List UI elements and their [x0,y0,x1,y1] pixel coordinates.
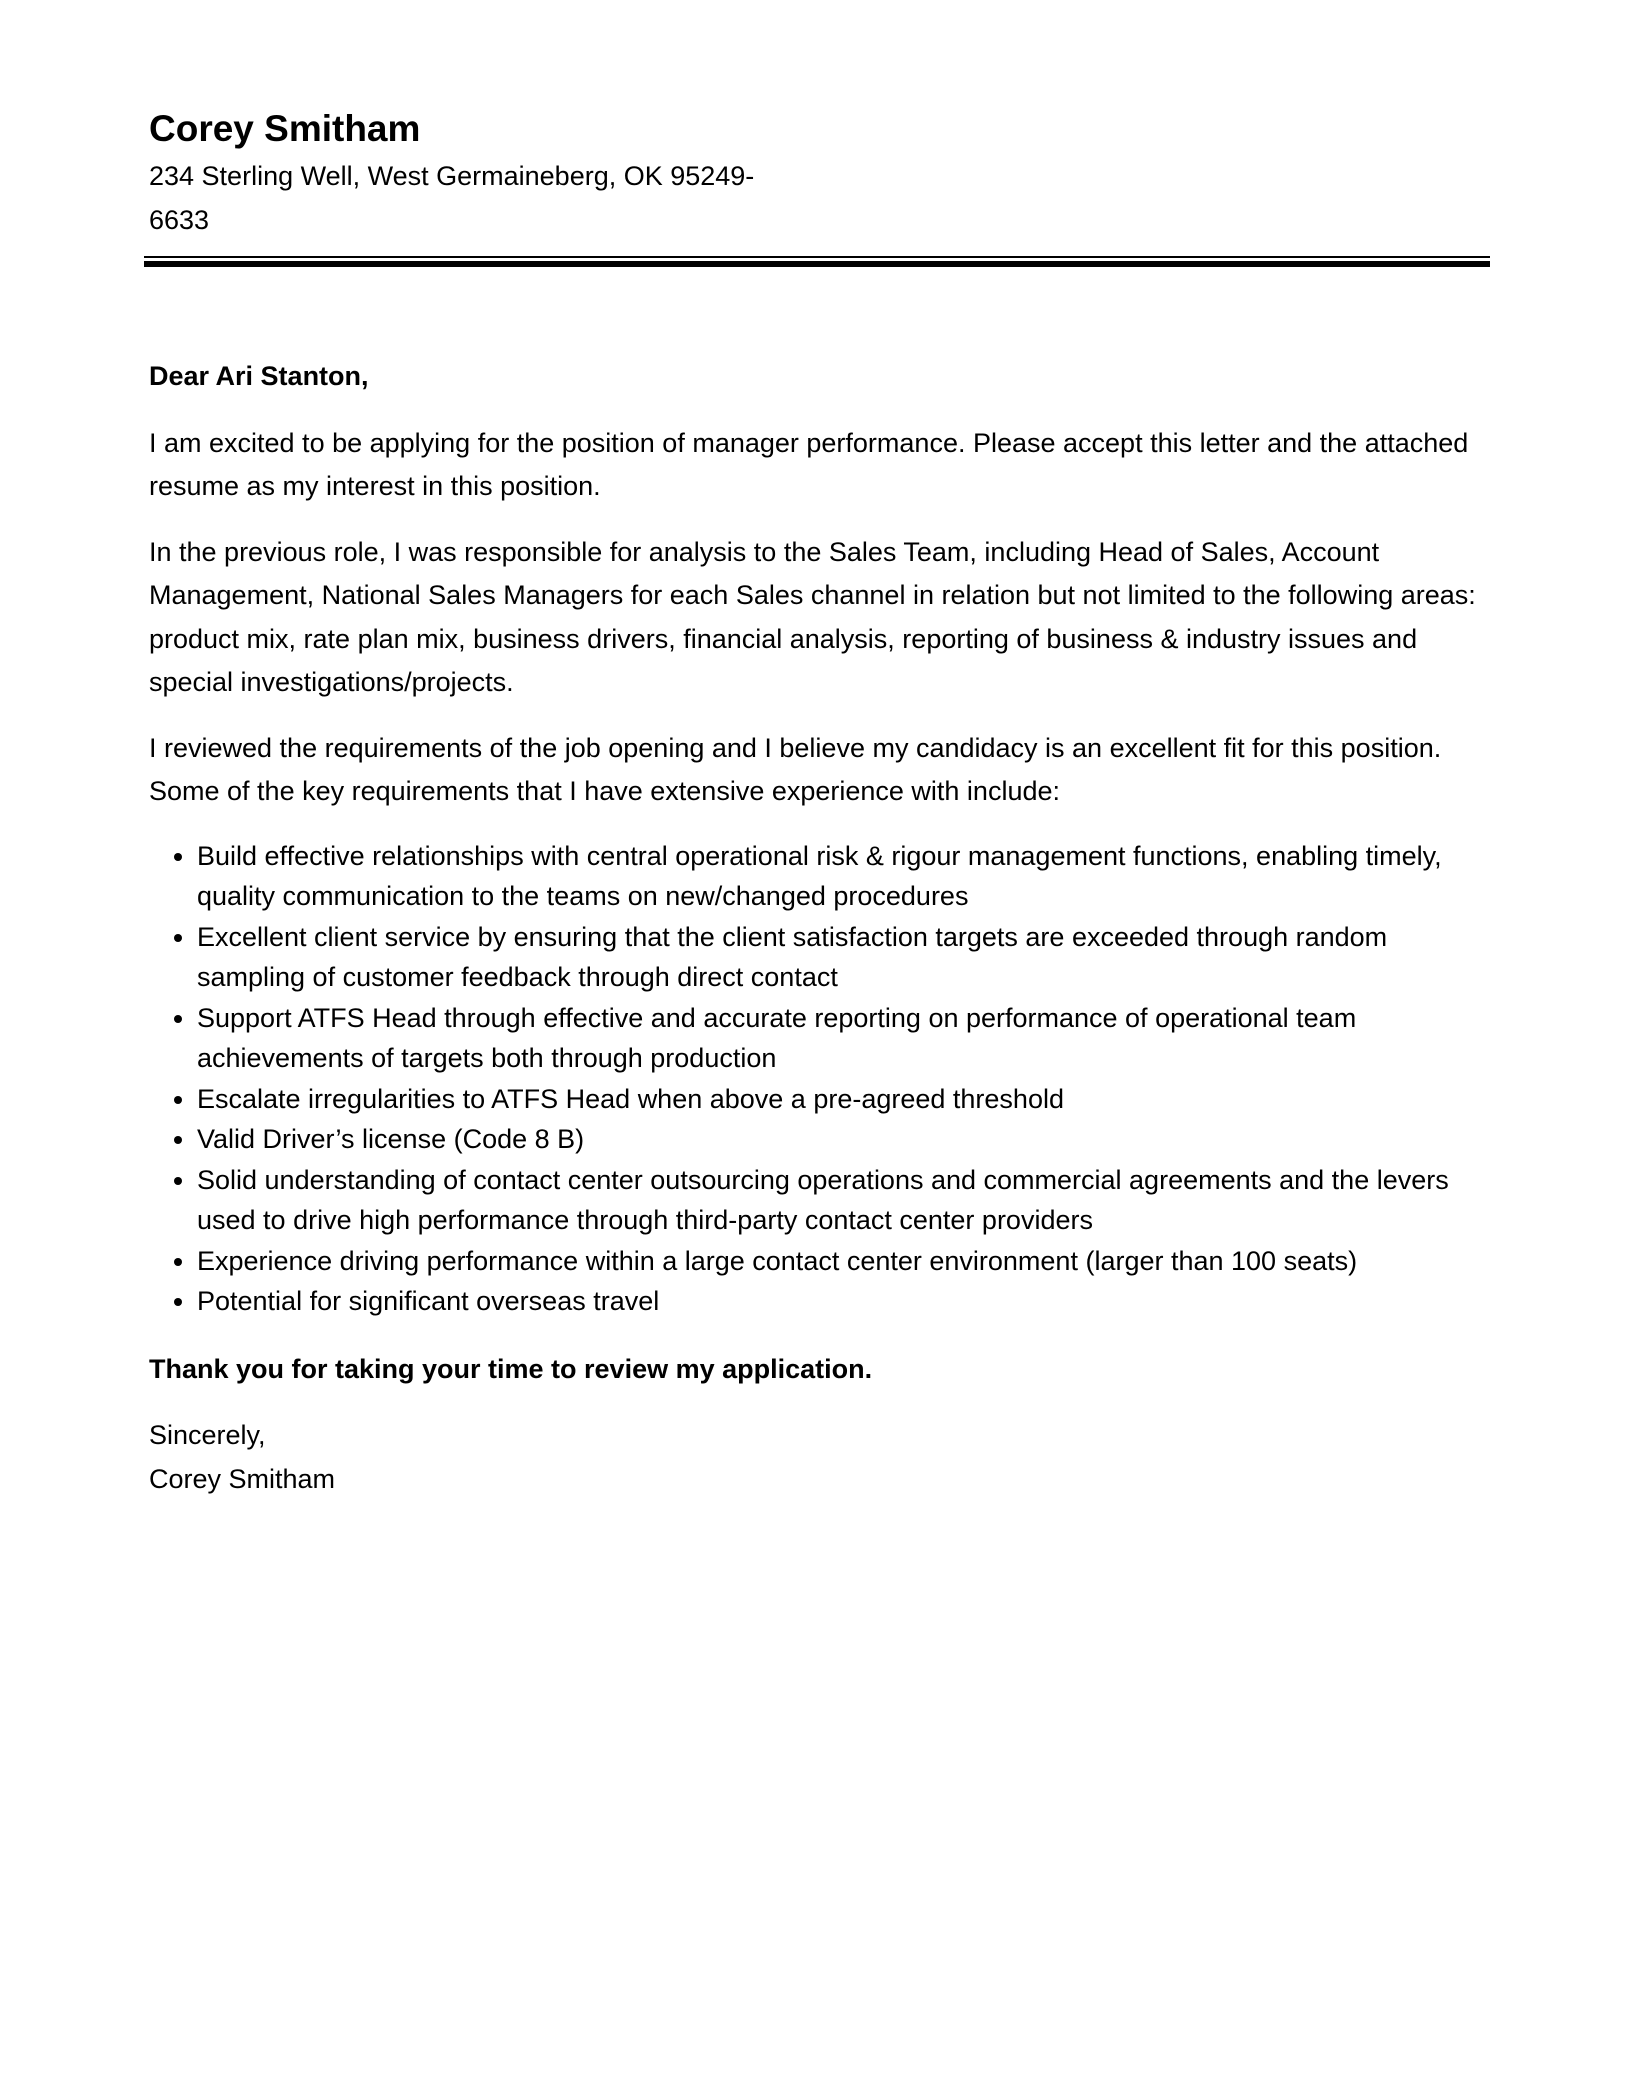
divider-thick-line [144,261,1490,267]
thank-you-line: Thank you for taking your time to review my application. [149,1353,873,1384]
paragraph-previous-role: In the previous role, I was responsible for analysis to the Sales Team, including Head of Sales, Account Management, National Sales Managers for each Sales channel in relation but not limited to the following areas: product mix, rate plan mix, business drivers, financial analysis, reporting of business & industry issues and special investigations/projects. [149,536,1476,697]
header-divider [144,256,1490,267]
paragraph-requirements-intro: I reviewed the requirements of the job opening and I believe my candidacy is an excellent fit for this position. Some of the key requirements that I have extensive experience with include: [149,732,1442,806]
letter-header [149,104,1489,242]
list-item: • Escalate irregularities to ATFS Head when above a pre-agreed threshold [197,1079,1489,1120]
list-item: • Solid understanding of contact center outsourcing operations and commercial agreements and the levers used to drive high performance through third-party contact center providers [197,1160,1489,1241]
paragraph-intro: I am excited to be applying for the position of manager performance. Please accept this letter and the attached resume as my interest in this position. [149,427,1469,501]
sender-address: 234 Sterling Well, West Germaineberg, OK 95249-6633 [149,161,755,235]
divider-thin-line [144,256,1490,258]
sender-name: Corey Smitham [149,108,421,149]
list-item: • Potential for significant overseas travel [197,1281,1489,1322]
closing: Sincerely, [149,1420,266,1450]
list-item: • Excellent client service by ensuring that the client satisfaction targets are exceeded through random sampling of customer feedback through direct contact [197,917,1489,998]
salutation: Dear Ari Stanton, [149,361,369,391]
list-item: • Support ATFS Head through effective and accurate reporting on performance of operational team achievements of targets both through production [197,998,1489,1079]
requirements-list [149,836,1489,1322]
signature: Corey Smitham [149,1463,336,1494]
list-item: • Experience driving performance within a large contact center environment (larger than 100 seats) [197,1241,1489,1282]
list-item: • Build effective relationships with central operational risk & rigour management functions, enabling timely, quality communication to the teams on new/changed procedures [197,836,1489,917]
letter-body [149,355,1489,1501]
list-item: • Valid Driver’s license (Code 8 B) [197,1119,1489,1160]
